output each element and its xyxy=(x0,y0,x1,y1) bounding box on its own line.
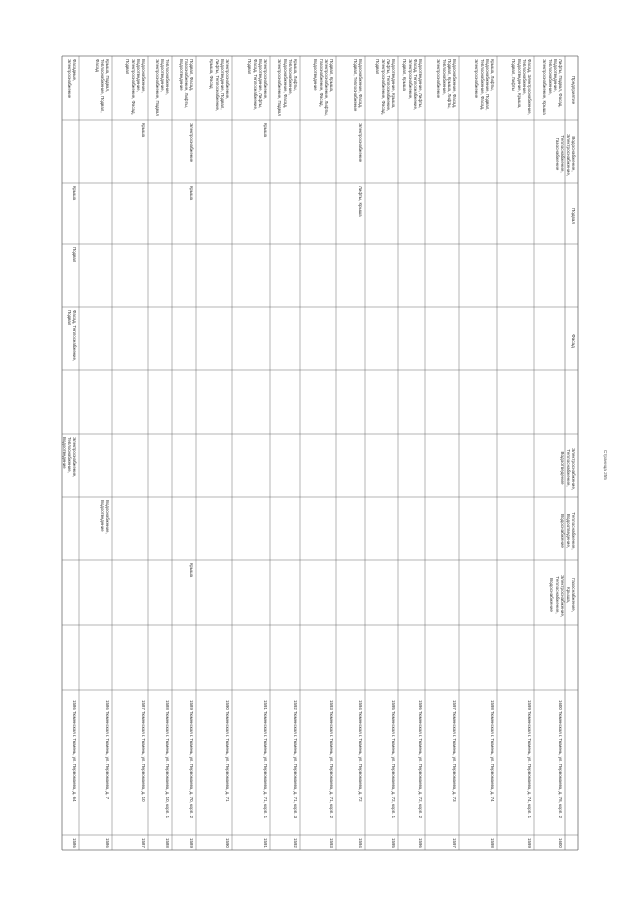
table-cell: Крыша xyxy=(189,186,194,201)
address-cell: 1590 Тюменская г. Тюмень, ул. Первомаева, д. 71 xyxy=(225,700,230,802)
column-header: Подвал xyxy=(571,207,576,224)
table-cell: Водоснабжение, Водоотведение xyxy=(99,500,110,534)
table-cell: Крыша xyxy=(141,123,146,138)
address-cell: 1600 Тюменская г. Тюмень, ул. Первомаева, д. 78, корп. 2 xyxy=(558,700,563,819)
row-number: 1587 xyxy=(141,838,146,848)
row-number: 1586 xyxy=(105,838,110,848)
address-cell: 1589 Тюменская г. Тюмень, ул. Первомаева, д. 70, корп. 2 xyxy=(189,700,194,819)
address-cell: 1598 Тюменская г. Тюмень, ул. Первомаева, д. 74 xyxy=(490,700,495,802)
row-number: 1593 xyxy=(329,838,334,848)
address-cell: 1595 Тюменская г. Тюмень, ул. Первомаева, д. 72, корп. 1 xyxy=(391,700,396,819)
address-cell: 1599 Тюменская г. Тюмень, ул. Первомаева, д. 74, корп. 1 xyxy=(527,700,532,819)
address-cell: 1588 Тюменская г. Тюмень, ул. Первомаева, д. 10, корп. 1 xyxy=(165,700,170,819)
row-number: 1586 xyxy=(72,838,77,848)
address-cell: 1596 Тюменская г. Тюмень, ул. Первомаева, д. 72, корп. 2 xyxy=(418,700,423,819)
table-cell: Крыша xyxy=(72,186,77,201)
table-cell: Теплоснабжение, Водоотведение, Электроснабжение, Подвал xyxy=(154,59,170,116)
row-number: 1600 xyxy=(558,838,563,848)
row-number: 1588 xyxy=(165,838,170,848)
row-number: 1592 xyxy=(293,838,298,848)
table-cell: Электроснабжение, Водоотведение, Лифты, Фасад, Теплоснабжение, Подвал xyxy=(247,59,268,111)
table-cell: Водоснабжение, Фасад, Подвал, Крыша, Лифты, Теплоснабжение, Электроснабжение xyxy=(436,59,457,109)
table-cell: Электроснабжение, Водоотведение, Подвал, Лифты, Теплоснабжение, Крыша, Фасад xyxy=(209,59,230,112)
table-cell: Электроснабжение xyxy=(189,123,194,163)
address-cell: 1591 Тюменская г. Тюмень, ул. Первомаева, д. 71, корп. 1 xyxy=(263,700,268,819)
table-cell: Электроснабжение xyxy=(358,123,363,163)
table-cell: Лифты, Крыша xyxy=(358,186,363,217)
table-cell: Водоснабжение, Водоотведение, Электроснабжение, Фасад, Подвал xyxy=(125,59,146,115)
table-cell: Фасад, Теплоснабжение, Подвал xyxy=(66,310,77,362)
table-cell: Водоснабжение, Фасад, Подвал, Теплоснабжение xyxy=(352,59,363,112)
table-cell: Подвал xyxy=(72,247,77,263)
column-header: Фасад xyxy=(571,333,576,348)
row-number: 1594 xyxy=(358,838,363,848)
table-cell: Подвал, Крыша, Электроснабжение, Лифты, Газоснабжение, Фасад, Водоотведение xyxy=(313,59,334,116)
column-header: Электроснабжение, Теплоснабжение, Водоотведение xyxy=(560,447,576,490)
table-cell: Крыша, Подвал, Теплоснабжение, Подвал, Фасад xyxy=(94,59,110,113)
address-cell: 1587 Тюменская г. Тюмень, ул. Первомаева, д. 10 xyxy=(141,700,146,802)
row-number: 1599 xyxy=(527,838,532,848)
row-number: 1596 xyxy=(418,838,423,848)
column-header: Предприятие xyxy=(571,75,576,105)
table-cell: Подвал, Фасад, Газоснабжение, Лифты, Водоотведение xyxy=(178,59,194,108)
table-cell: Крыша xyxy=(189,563,194,578)
address-cell: 1586 Тюменская г. Тюмень, ул. Первомаева, д. 64 xyxy=(72,700,77,802)
row-number: 1597 xyxy=(452,838,457,848)
table-cell: Фасад, Электроснабжение, Теплоснабжение, Водоотведение, Крыша, Подвал, Лифты xyxy=(511,59,532,115)
table-cell: Лифты, Подвал, Фасад, Водоотведение, Теплоснабжение, Электроснабжение, Крыша xyxy=(542,59,563,115)
address-cell: 1594 Тюменская г. Тюмень, ул. Первомаева, д. 72 xyxy=(358,700,363,802)
column-header: Теплоснабжение, Водоотведение, Водоснабжение xyxy=(560,511,576,550)
column-header: Газоснабжение, Крыша, Электроснабжение, Теплоснабжение, Водоснабжение xyxy=(549,574,576,617)
table-cell: Водоотведение, Лифты, Фасад, Теплоснабжение, Электроснабжение, Подвал, Крыша xyxy=(402,59,423,111)
table-cell: Электроснабжение, Теплоснабжение, Водоотведение xyxy=(61,437,77,478)
address-cell: 1597 Тюменская г. Тюмень, ул. Первомаева, д. 73 xyxy=(452,700,457,802)
table-cell: Крыша, Лифты, Теплоснабжение, Водоснабжение, Фасад, Электроснабжение, Подвал xyxy=(277,59,298,116)
address-cell: 1592 Тюменская г. Тюмень, ул. Первомаева, д. 71, корп. 3 xyxy=(293,700,298,819)
table-cell: Крыша xyxy=(263,123,268,138)
row-number: 1595 xyxy=(391,838,396,848)
table-cell: Водоотведение, Крыша, Лифты, Теплоснабжение, Электроснабжение, Фасад, Подвал xyxy=(375,59,396,115)
row-number: 1591 xyxy=(263,838,268,848)
page-number: Страница 255 xyxy=(603,450,608,480)
row-number: 1589 xyxy=(189,838,194,848)
table-cell: Крыша, Лифты, Водоснабжение, Подвал, Теплоснабжение, Фасад, Электроснабжение xyxy=(474,59,495,111)
row-number: 1598 xyxy=(490,838,495,848)
address-cell: 1593 Тюменская г. Тюмень, ул. Первомаева, д. 71, корп. 2 xyxy=(329,700,334,819)
address-cell: 1586 Тюменская г. Тюмень, ул. Первомаева, д. 7 xyxy=(105,700,110,800)
table-cell: Фасадные, Электроснабжение xyxy=(66,59,77,99)
row-number: 1590 xyxy=(225,838,230,848)
column-header: Водоснабжение, Электроснабжение, Теплоснабжение, Газоснабжение xyxy=(554,133,576,176)
